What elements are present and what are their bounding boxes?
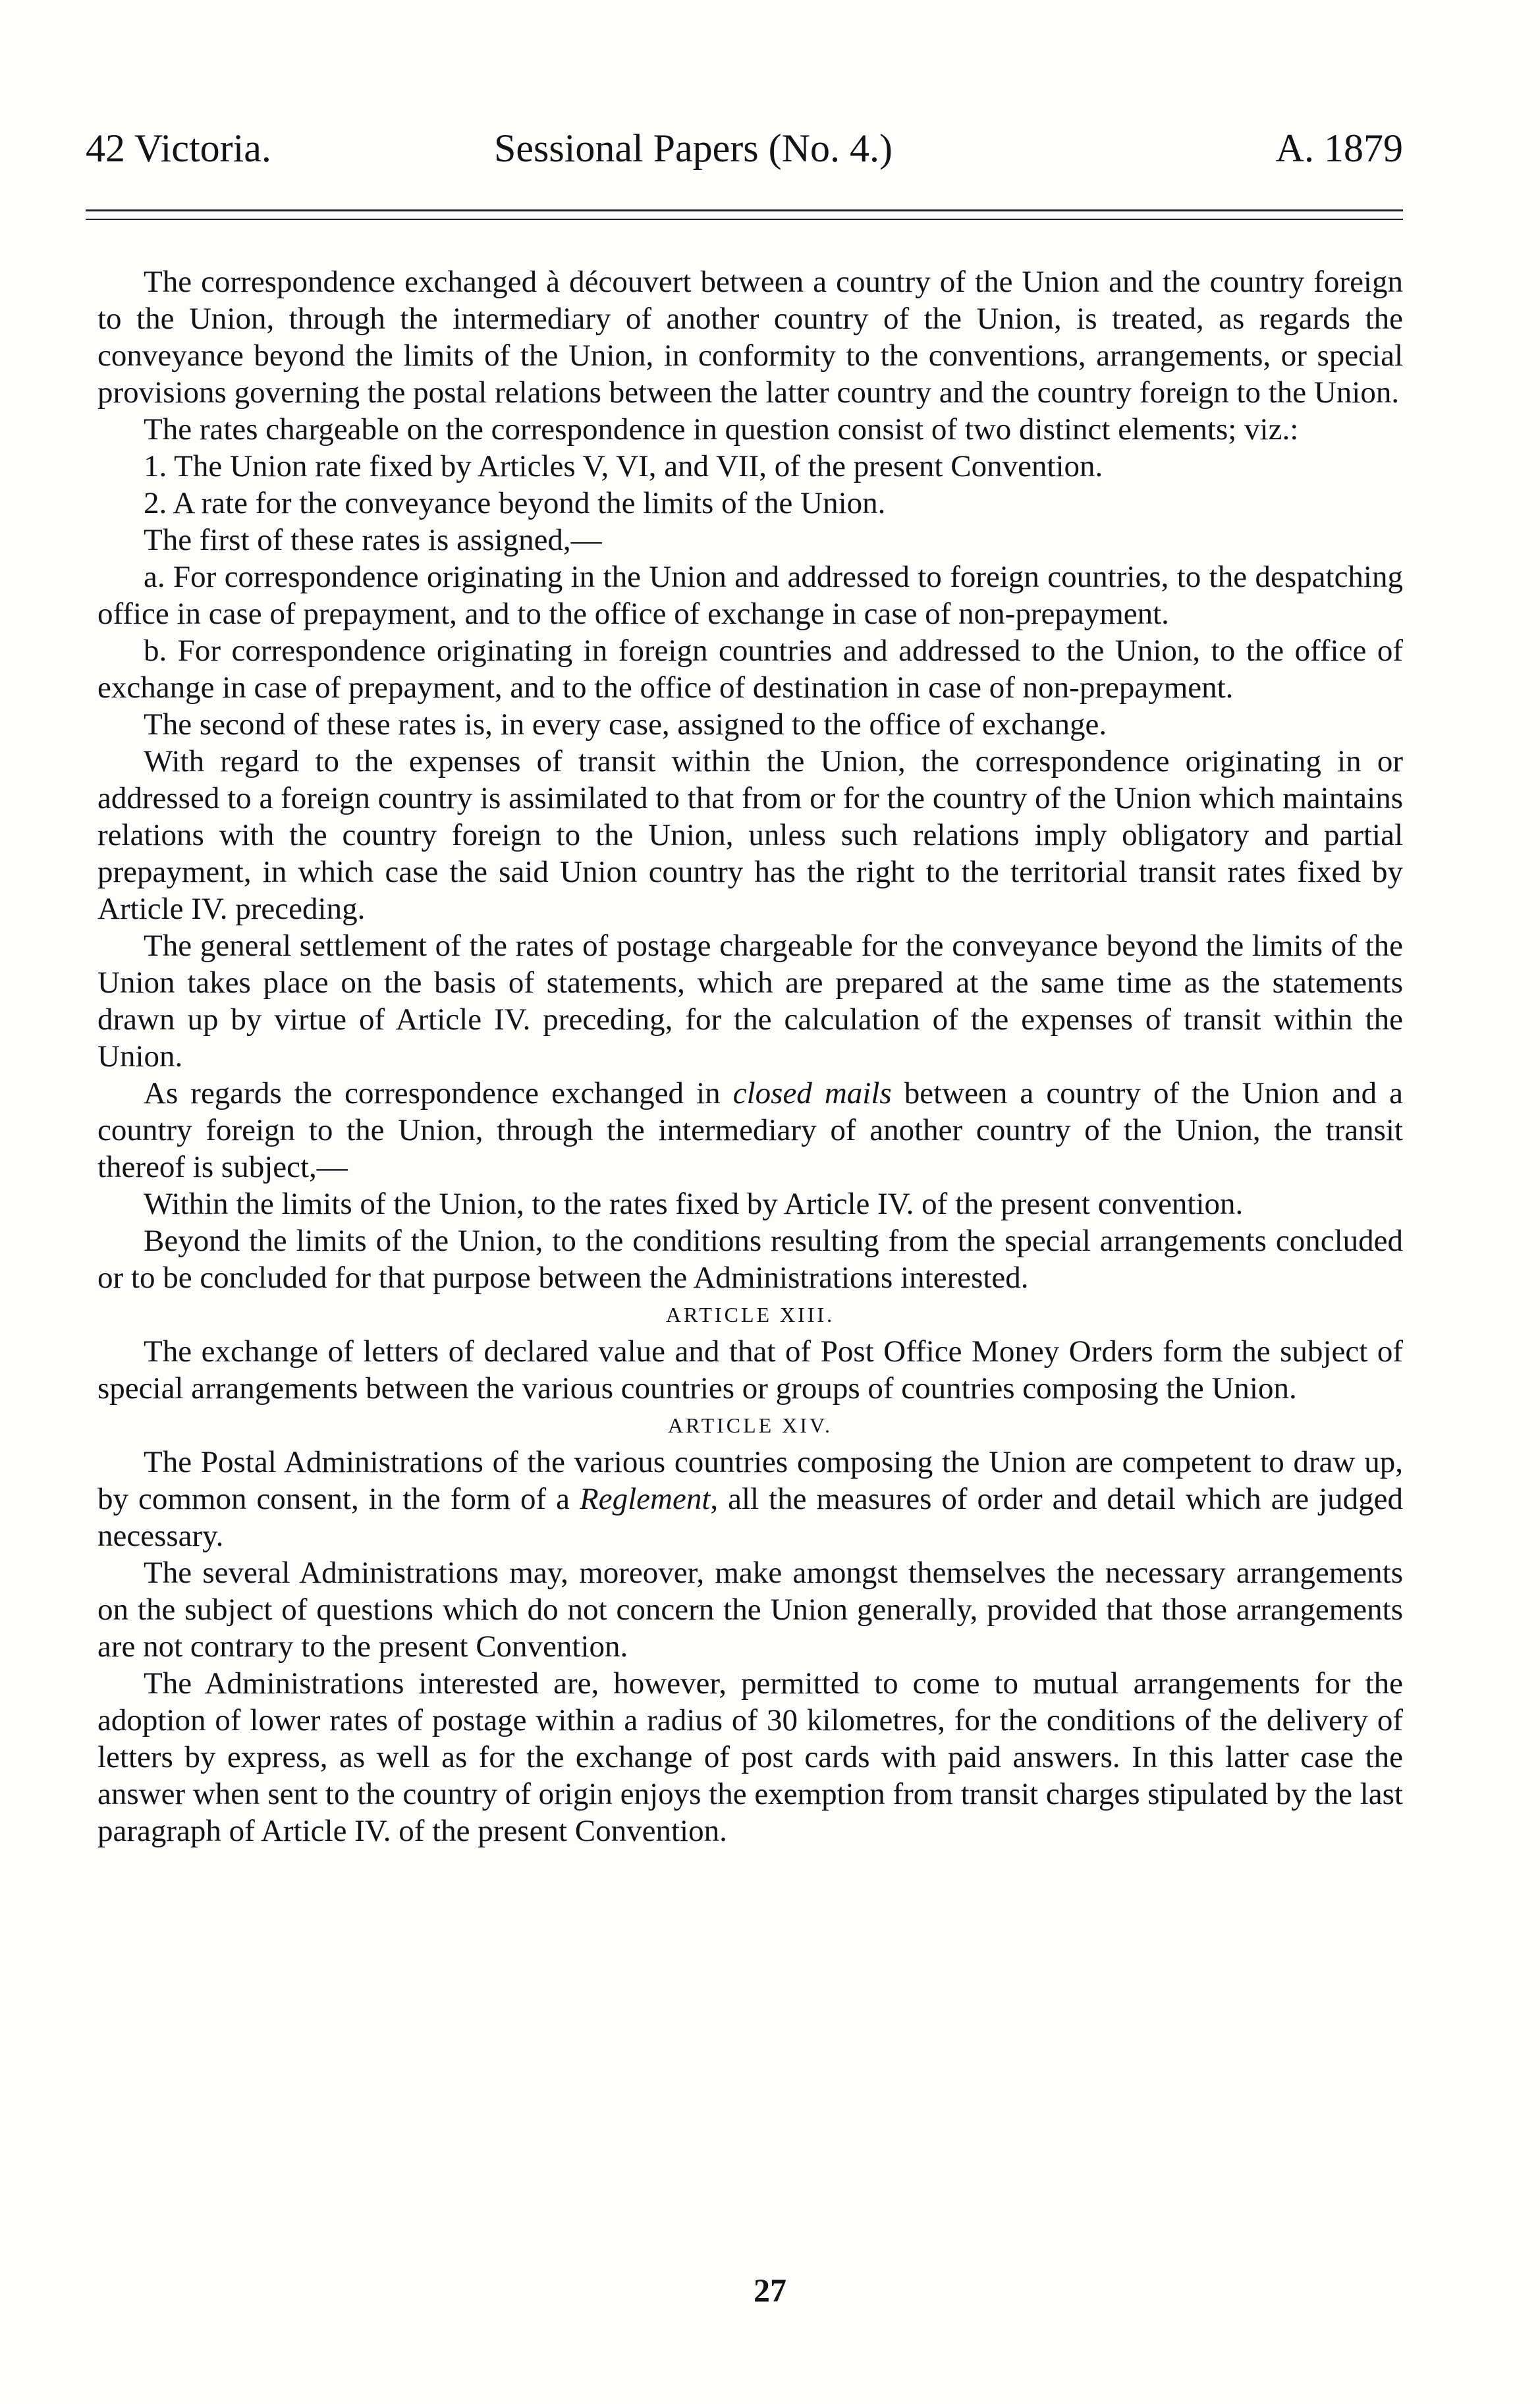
paragraph: The rates chargeable on the correspondence in question consist of two distinct elements; viz.: — [144, 412, 1299, 447]
paragraph — [97, 263, 1403, 411]
emphasis-text: closed mails — [732, 1076, 892, 1110]
body-text — [97, 263, 1403, 1849]
paragraph-text: , all the measures of order and detail which are judged necessary. — [97, 1482, 1403, 1553]
paragraph: With regard to the expenses of transit within the Union, the correspondence originating in or addressed to a foreign country is assimilated to that from or for the country of the Union which maintains relations with the country foreign to the Union, unless such relations imply obligatory and partial prepayment, in which case the said Union country has the right to the territorial transit rates fixed by Article IV. preceding. — [97, 744, 1403, 926]
header-rule-bottom — [86, 219, 1403, 220]
running-header — [86, 112, 1403, 184]
paragraph: Within the limits of the Union, to the rates fixed by Article IV. of the present convention. — [144, 1187, 1244, 1221]
paragraph-text: As regards the correspondence exchanged in — [144, 1076, 733, 1110]
paragraph: The Administrations interested are, however, permitted to come to mutual arrangements for the adoption of lower rates of postage within a radius of 30 kilometres, for the conditions of the delivery of letters by express, as well as for the exchange of post cards with paid answers. In this latter case the answer when sent to the country of origin enjoys the exemption from transit charges stipulated by the last paragraph of Article IV. of the present Convention. — [97, 1666, 1403, 1848]
paragraph: The second of these rates is, in every case, assigned to the office of exchange. — [144, 707, 1107, 742]
list-item: a. For correspondence originating in the Union and addressed to foreign countries, to the despatching office in case of prepayment, and to the office of exchange in case of non-prepayment. — [97, 560, 1403, 631]
paragraph — [97, 1444, 1403, 1554]
paragraph: Beyond the limits of the Union, to the conditions resulting from the special arrangements concluded or to be concluded for that purpose between the Administrations interested. — [97, 1224, 1403, 1295]
header-rule-top — [86, 209, 1403, 211]
article-heading: ARTICLE XIV. — [668, 1413, 833, 1437]
list-item: 2. A rate for the conveyance beyond the limits of the Union. — [144, 486, 886, 520]
header-volume: 42 Victoria. — [86, 126, 271, 170]
paragraph: The exchange of letters of declared value and that of Post Office Money Orders form the subject of special arrangements between the various countries or groups of countries composing the Union. — [97, 1334, 1403, 1406]
paragraph-text: The Postal Administrations of the various countries composing the Union are competent to draw up, by common consent, in the form of a — [97, 1445, 1403, 1516]
list-item: b. For correspondence originating in foreign countries and addressed to the Union, to the office of exchange in case of prepayment, and to the office of destination in case of non-prepayment. — [97, 634, 1403, 705]
emphasis-text: Reglement — [580, 1482, 711, 1516]
list-item: 1. The Union rate fixed by Articles V, VI, and VII, of the present Convention. — [144, 449, 1103, 483]
paragraph: The general settlement of the rates of postage chargeable for the conveyance beyond the limits of the Union takes place on the basis of statements, which are prepared at the same time as the statements drawn up by virtue of Article IV. preceding, for the calculation of the expenses of transit within the Union. — [97, 929, 1403, 1074]
header-title: Sessional Papers (No. 4.) — [494, 126, 893, 170]
paragraph-text: between a country of the Union and a country foreign to the Union, through the intermediary of another country of the Union, the transit thereof is subject,— — [97, 1076, 1403, 1184]
paragraph: The first of these rates is assigned,— — [144, 523, 602, 557]
article-heading: ARTICLE XIII. — [665, 1303, 835, 1326]
page-number: 27 — [754, 2272, 786, 2308]
paragraph: The several Administrations may, moreover, make amongst themselves the necessary arrangements on the subject of questions which do not concern the Union generally, provided that those arrangements are not contrary to the present Convention. — [97, 1556, 1403, 1664]
header-year: A. 1879 — [1275, 126, 1403, 170]
paragraph — [97, 1075, 1403, 1186]
paragraph-text: The correspondence exchanged à découvert between a country of the Union and the country foreign to the Union, through the intermediary of another country of the Union, is treated, as regards the conveyance beyond the limits of the Union, in conformity to the conventions, arrangements, or special provisions governing the postal relations between the latter country and the country foreign to the Union. — [97, 265, 1403, 410]
